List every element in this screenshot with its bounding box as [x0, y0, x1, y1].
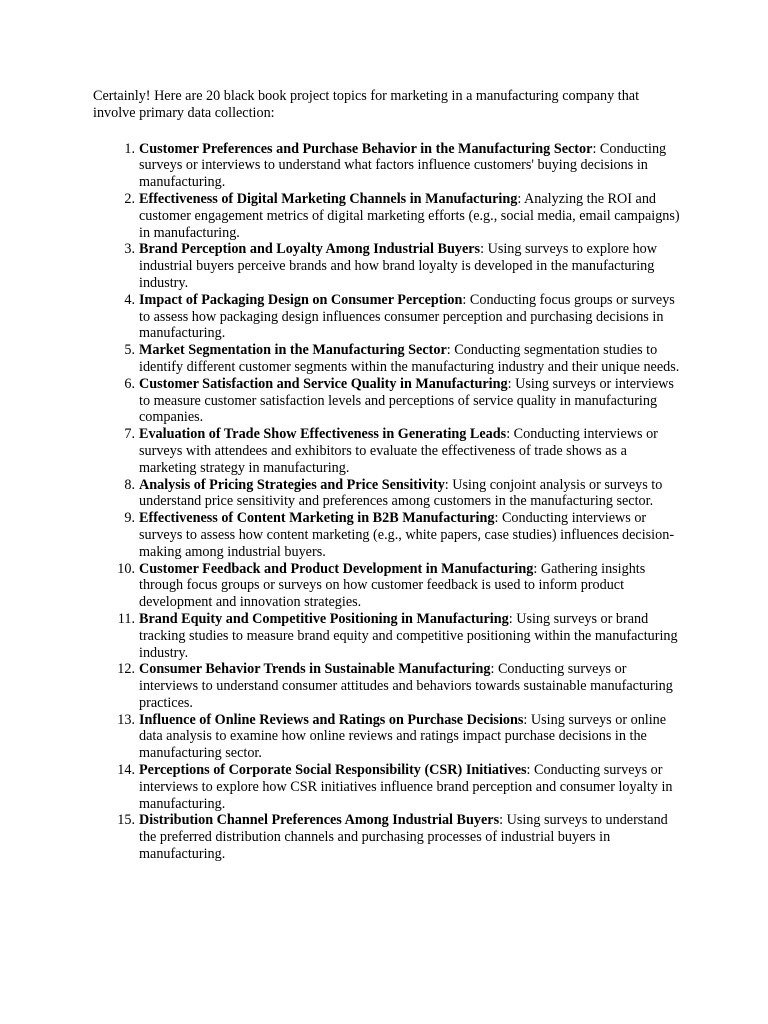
- list-item-description: : Using surveys to understand the preferred distribution channels and purchasing processes of industrial buyers in manufacturing.: [139, 812, 668, 863]
- list-item: [93, 342, 683, 376]
- list-item: [93, 762, 683, 812]
- list-item-number: 4.: [124, 291, 135, 308]
- list-item-title: Distribution Channel Preferences Among Industrial Buyers: [139, 812, 500, 829]
- list-item-number: 6.: [124, 375, 135, 392]
- list-item-title: Effectiveness of Content Marketing in B2B Manufacturing: [139, 510, 495, 527]
- list-item-number: 10.: [117, 560, 135, 577]
- list-item-title: Brand Perception and Loyalty Among Industrial Buyers: [139, 241, 481, 258]
- list-item-number: 2.: [124, 190, 135, 207]
- list-item-title: Customer Satisfaction and Service Quality in Manufacturing: [139, 375, 508, 392]
- list-item-description: : Using conjoint analysis or surveys to understand price sensitivity and preferences among customers in the manufacturing sector.: [139, 476, 663, 510]
- list-item-number: 8.: [124, 476, 135, 493]
- list-item-description: : Using surveys to explore how industrial buyers perceive brands and how brand loyalty is developed in the manufacturing industry.: [139, 241, 658, 291]
- list-item: [93, 510, 683, 560]
- list-item-number: 13.: [117, 711, 135, 728]
- list-item-title: Customer Preferences and Purchase Behavior in the Manufacturing Sector: [139, 140, 593, 157]
- list-item-description: : Conducting surveys or interviews to understand consumer attitudes and behaviors towards sustainable manufacturing practices.: [139, 661, 673, 711]
- list-item-description: : Conducting interviews or surveys with attendees and exhibitors to evaluate the effectiveness of trade shows as a marketing strategy in manufacturing.: [139, 426, 658, 476]
- list-item: [93, 712, 683, 762]
- list-item-title: Influence of Online Reviews and Ratings on Purchase Decisions: [139, 711, 524, 728]
- list-item: [93, 191, 683, 241]
- list-item-description: : Conducting interviews or surveys to assess how content marketing (e.g., white papers, case studies) influences decision-making among industrial buyers.: [139, 510, 675, 560]
- list-item-number: 11.: [117, 610, 135, 627]
- list-item-description: : Conducting surveys or interviews to understand what factors influence customers' buying decisions in manufacturing.: [139, 140, 667, 191]
- list-item: [93, 561, 683, 611]
- list-item: [93, 477, 683, 511]
- list-item-title: Perceptions of Corporate Social Responsibility (CSR) Initiatives: [139, 762, 527, 779]
- list-item: [93, 376, 683, 426]
- list-item-number: 5.: [124, 342, 135, 359]
- list-item-number: 12.: [117, 661, 135, 678]
- list-item-number: 7.: [124, 426, 135, 443]
- list-item-title: Customer Feedback and Product Development in Manufacturing: [139, 560, 534, 577]
- list-item: [93, 426, 683, 476]
- list-item: [93, 812, 683, 862]
- topic-list: [93, 141, 683, 863]
- list-item-description: : Conducting segmentation studies to identify different customer segments within the manufacturing industry and their unique needs.: [139, 342, 680, 375]
- list-item-description: : Gathering insights through focus groups or surveys on how customer feedback is used to inform product development and innovation strategies.: [139, 560, 646, 611]
- list-item: [93, 241, 683, 291]
- list-item-description: : Using surveys or brand tracking studies to measure brand equity and competitive positioning within the manufacturing industry.: [139, 610, 678, 661]
- list-item: [93, 661, 683, 711]
- list-item-number: 14.: [117, 762, 135, 779]
- intro-paragraph: Certainly! Here are 20 black book project topics for marketing in a manufacturing company that involve primary data collection:: [93, 88, 640, 121]
- list-item: [93, 292, 683, 342]
- list-item-description: : Analyzing the ROI and customer engagement metrics of digital marketing efforts (e.g., social media, email campaigns) in manufacturing.: [139, 190, 680, 241]
- list-item: [93, 611, 683, 661]
- list-item-description: : Conducting surveys or interviews to explore how CSR initiatives influence brand perception and consumer loyalty in manufacturing.: [139, 762, 673, 812]
- list-item-number: 9.: [124, 510, 135, 527]
- list-item-title: Market Segmentation in the Manufacturing Sector: [139, 342, 447, 359]
- list-item-title: Consumer Behavior Trends in Sustainable Manufacturing: [139, 661, 491, 678]
- list-item-title: Analysis of Pricing Strategies and Price Sensitivity: [139, 476, 445, 493]
- list-item-title: Brand Equity and Competitive Positioning in Manufacturing: [139, 610, 509, 627]
- list-item-number: 1.: [124, 140, 135, 157]
- list-item-title: Evaluation of Trade Show Effectiveness in Generating Leads: [139, 426, 507, 443]
- list-item-title: Effectiveness of Digital Marketing Channels in Manufacturing: [139, 190, 518, 207]
- list-item-number: 3.: [124, 241, 135, 258]
- list-item-description: : Using surveys or interviews to measure customer satisfaction levels and perceptions of service quality in manufacturing companies.: [139, 375, 674, 426]
- document-page: [93, 88, 683, 863]
- list-item: [93, 141, 683, 191]
- list-item-description: : Conducting focus groups or surveys to assess how packaging design influences consumer perception and purchasing decisions in manufacturing.: [139, 291, 675, 342]
- list-item-description: : Using surveys or online data analysis to examine how online reviews and ratings impact purchase decisions in the manufacturing sector.: [139, 711, 667, 762]
- list-item-title: Impact of Packaging Design on Consumer Perception: [139, 291, 463, 308]
- list-item-number: 15.: [117, 812, 135, 829]
